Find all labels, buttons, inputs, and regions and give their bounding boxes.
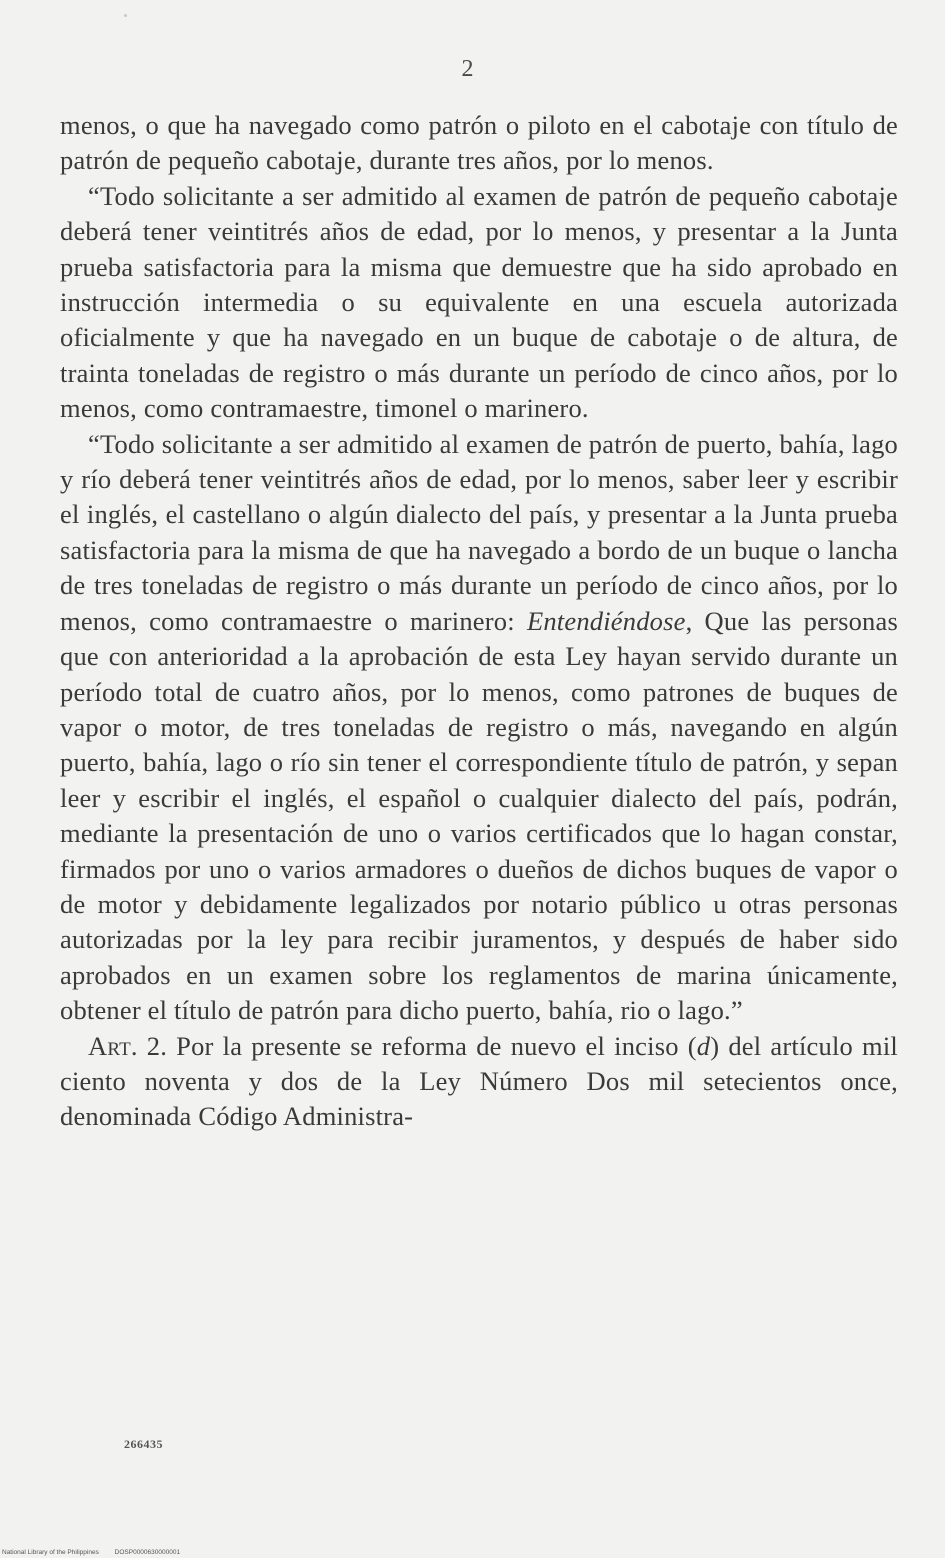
article-label: Art bbox=[88, 1030, 131, 1061]
scan-speck bbox=[124, 14, 127, 17]
footer-institution: National Library of the Philippines bbox=[2, 1549, 99, 1556]
page-number: 2 bbox=[461, 56, 474, 82]
paragraph-4 bbox=[60, 1029, 898, 1135]
print-code: 266435 bbox=[124, 1437, 163, 1451]
paragraph-3-text-after: , Que las personas que con anterioridad a la aprobación de esta Ley hayan servido durante un período total de cuatro años, por lo menos, como patrones de buques de vapor o motor, de tres toneladas de registro o más, navegando en algún puerto, bahía, lago o río sin tener el correspondiente título de patrón, y sepan leer y escribir el inglés, el español o cualquier dialecto del país, podrán, mediante la presentación de uno o varios certificados que lo hagan constar, firmados por uno o varios armadores o dueños de dichos buques de vapor o de motor y debidamente legalizados por notario público u otras personas autorizadas por la ley para recibir juramentos, y después de haber sido aprobados en un examen sobre los reglamentos de marina únicamente, obtener el título de patrón para dicho puerto, bahía, rio o lago.” bbox=[60, 605, 898, 1026]
paragraph-4-text-after: ) del artículo mil ciento noventa y dos de la Ley Número Dos mil setecientos once, denominada Código Administra- bbox=[60, 1030, 898, 1132]
scan-footer bbox=[2, 1549, 194, 1556]
body-text bbox=[60, 108, 898, 1135]
paragraph-2: “Todo solicitante a ser admitido al examen de patrón de pequeño cabotaje deberá tener veintitrés años de edad, por lo menos, y presentar a la Junta prueba satisfactoria para la misma que demuestre que ha sido aprobado en instrucción intermedia o su equivalente en una escuela autorizada oficialmente y que ha navegado en un buque de cabotaje o de altura, de trainta toneladas de registro o más durante un período de cinco años, por lo menos, como contramaestre, timonel o marinero. bbox=[60, 180, 898, 424]
footer-identifier: DOSP0000630000001 bbox=[114, 1549, 181, 1556]
paragraph-3-italic: Entendiéndose bbox=[526, 605, 686, 636]
paragraph-3-text-before: “Todo solicitante a ser admitido al examen de patrón de puerto, bahía, lago y río deberá tener veintitrés años de edad, por lo menos, saber leer y escribir el inglés, el castellano o algún dialecto del país, y presentar a la Junta prueba satisfactoria para la misma de que ha navegado a bordo de un buque o lancha de tres toneladas de registro o más durante un período de cinco años, por lo menos, como contramaestre o marinero: bbox=[60, 428, 898, 636]
paragraph-4-text-before: . 2. Por la presente se reforma de nuevo el inciso ( bbox=[130, 1030, 697, 1061]
paragraph-1: menos, o que ha navegado como patrón o piloto en el cabotaje con título de patrón de pequeño cabotaje, durante tres años, por lo menos. bbox=[60, 110, 898, 176]
paragraph-3 bbox=[60, 427, 898, 1029]
paragraph-4-italic: d bbox=[696, 1030, 711, 1061]
